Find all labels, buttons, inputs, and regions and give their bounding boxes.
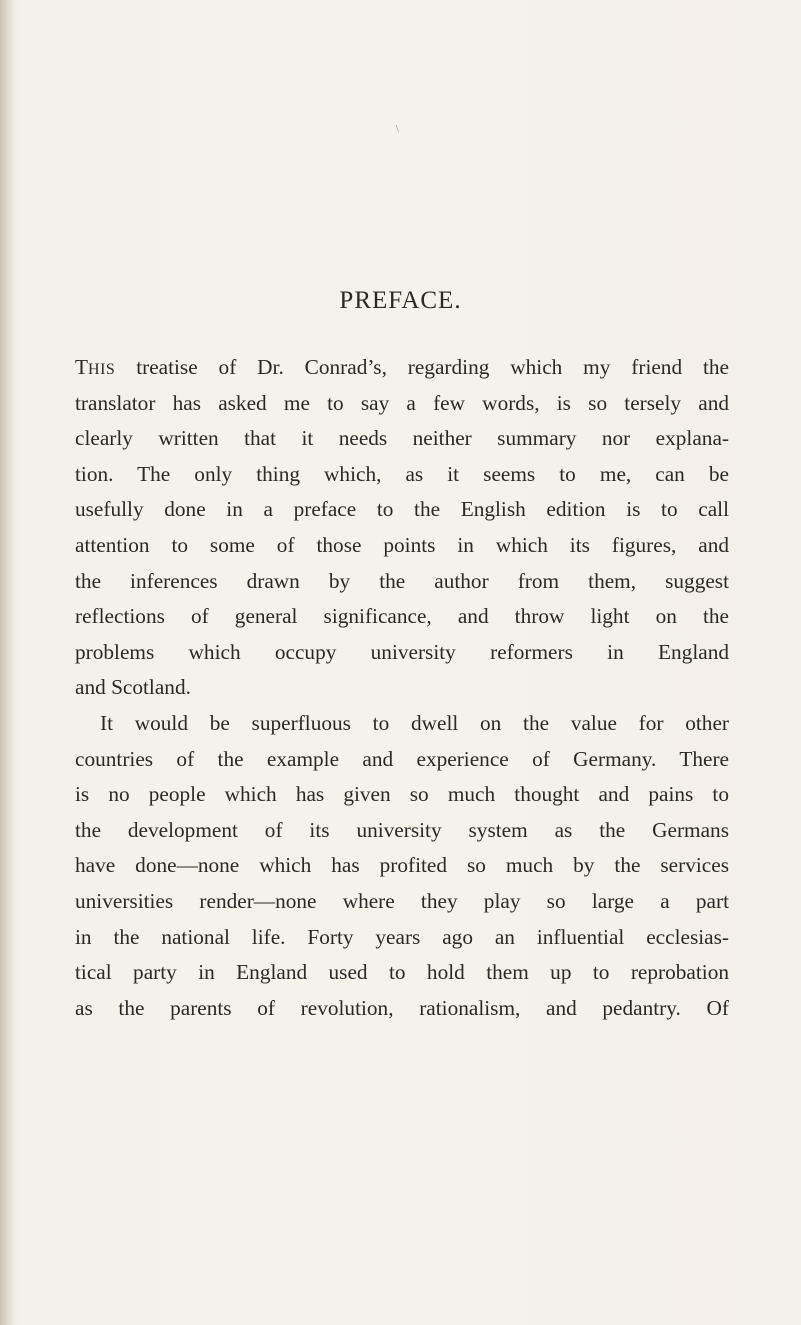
text-line: is no people which has given so much thought and pains to (75, 782, 729, 807)
text-line: problems which occupy university reformers in England (75, 639, 729, 664)
text-line: as the parents of revolution, rationalism, and pedantry. Of (75, 995, 729, 1020)
text-line: universities render—none where they play so large a part (75, 888, 729, 913)
text-line (75, 350, 729, 386)
small-caps-opening-word (75, 355, 115, 379)
text-line: attention to some of those points in which its figures, and (75, 532, 729, 557)
folio-mark: \ (396, 124, 399, 135)
text-line: usefully done in a preface to the English edition is to call (75, 497, 729, 522)
text-line: translator has asked me to say a few words, is so tersely and (75, 390, 729, 415)
text-line: the inferences drawn by the author from them, suggest (75, 568, 729, 593)
text-line: have done—none which has profited so much by the services (75, 853, 729, 878)
text-line: countries of the example and experience of Germany. There (75, 746, 729, 771)
line-text: treatise of Dr. Conrad’s, regarding which my friend the (136, 355, 730, 379)
text-line: reflections of general significance, and throw light on the (75, 604, 729, 629)
text-line: and Scotland. (75, 675, 191, 700)
text-line: clearly written that it needs neither summary nor explana- (75, 426, 729, 451)
text-line: tion. The only thing which, as it seems to me, can be (75, 461, 729, 486)
opening-initial: T (75, 355, 89, 379)
paragraph-2 (75, 706, 729, 1026)
text-line: tical party in England used to hold them up to reprobation (75, 960, 729, 985)
opening-word-rest: HIS (88, 361, 116, 378)
body-text (75, 350, 729, 1026)
text-line: the development of its university system as the Germans (75, 817, 729, 842)
paragraph-1 (75, 350, 729, 706)
page-title: PREFACE. (339, 287, 462, 314)
gutter-shadow (0, 0, 14, 1325)
text-line: in the national life. Forty years ago an influential ecclesias- (75, 924, 729, 949)
text-line: It would be superfluous to dwell on the value for other (100, 710, 729, 735)
